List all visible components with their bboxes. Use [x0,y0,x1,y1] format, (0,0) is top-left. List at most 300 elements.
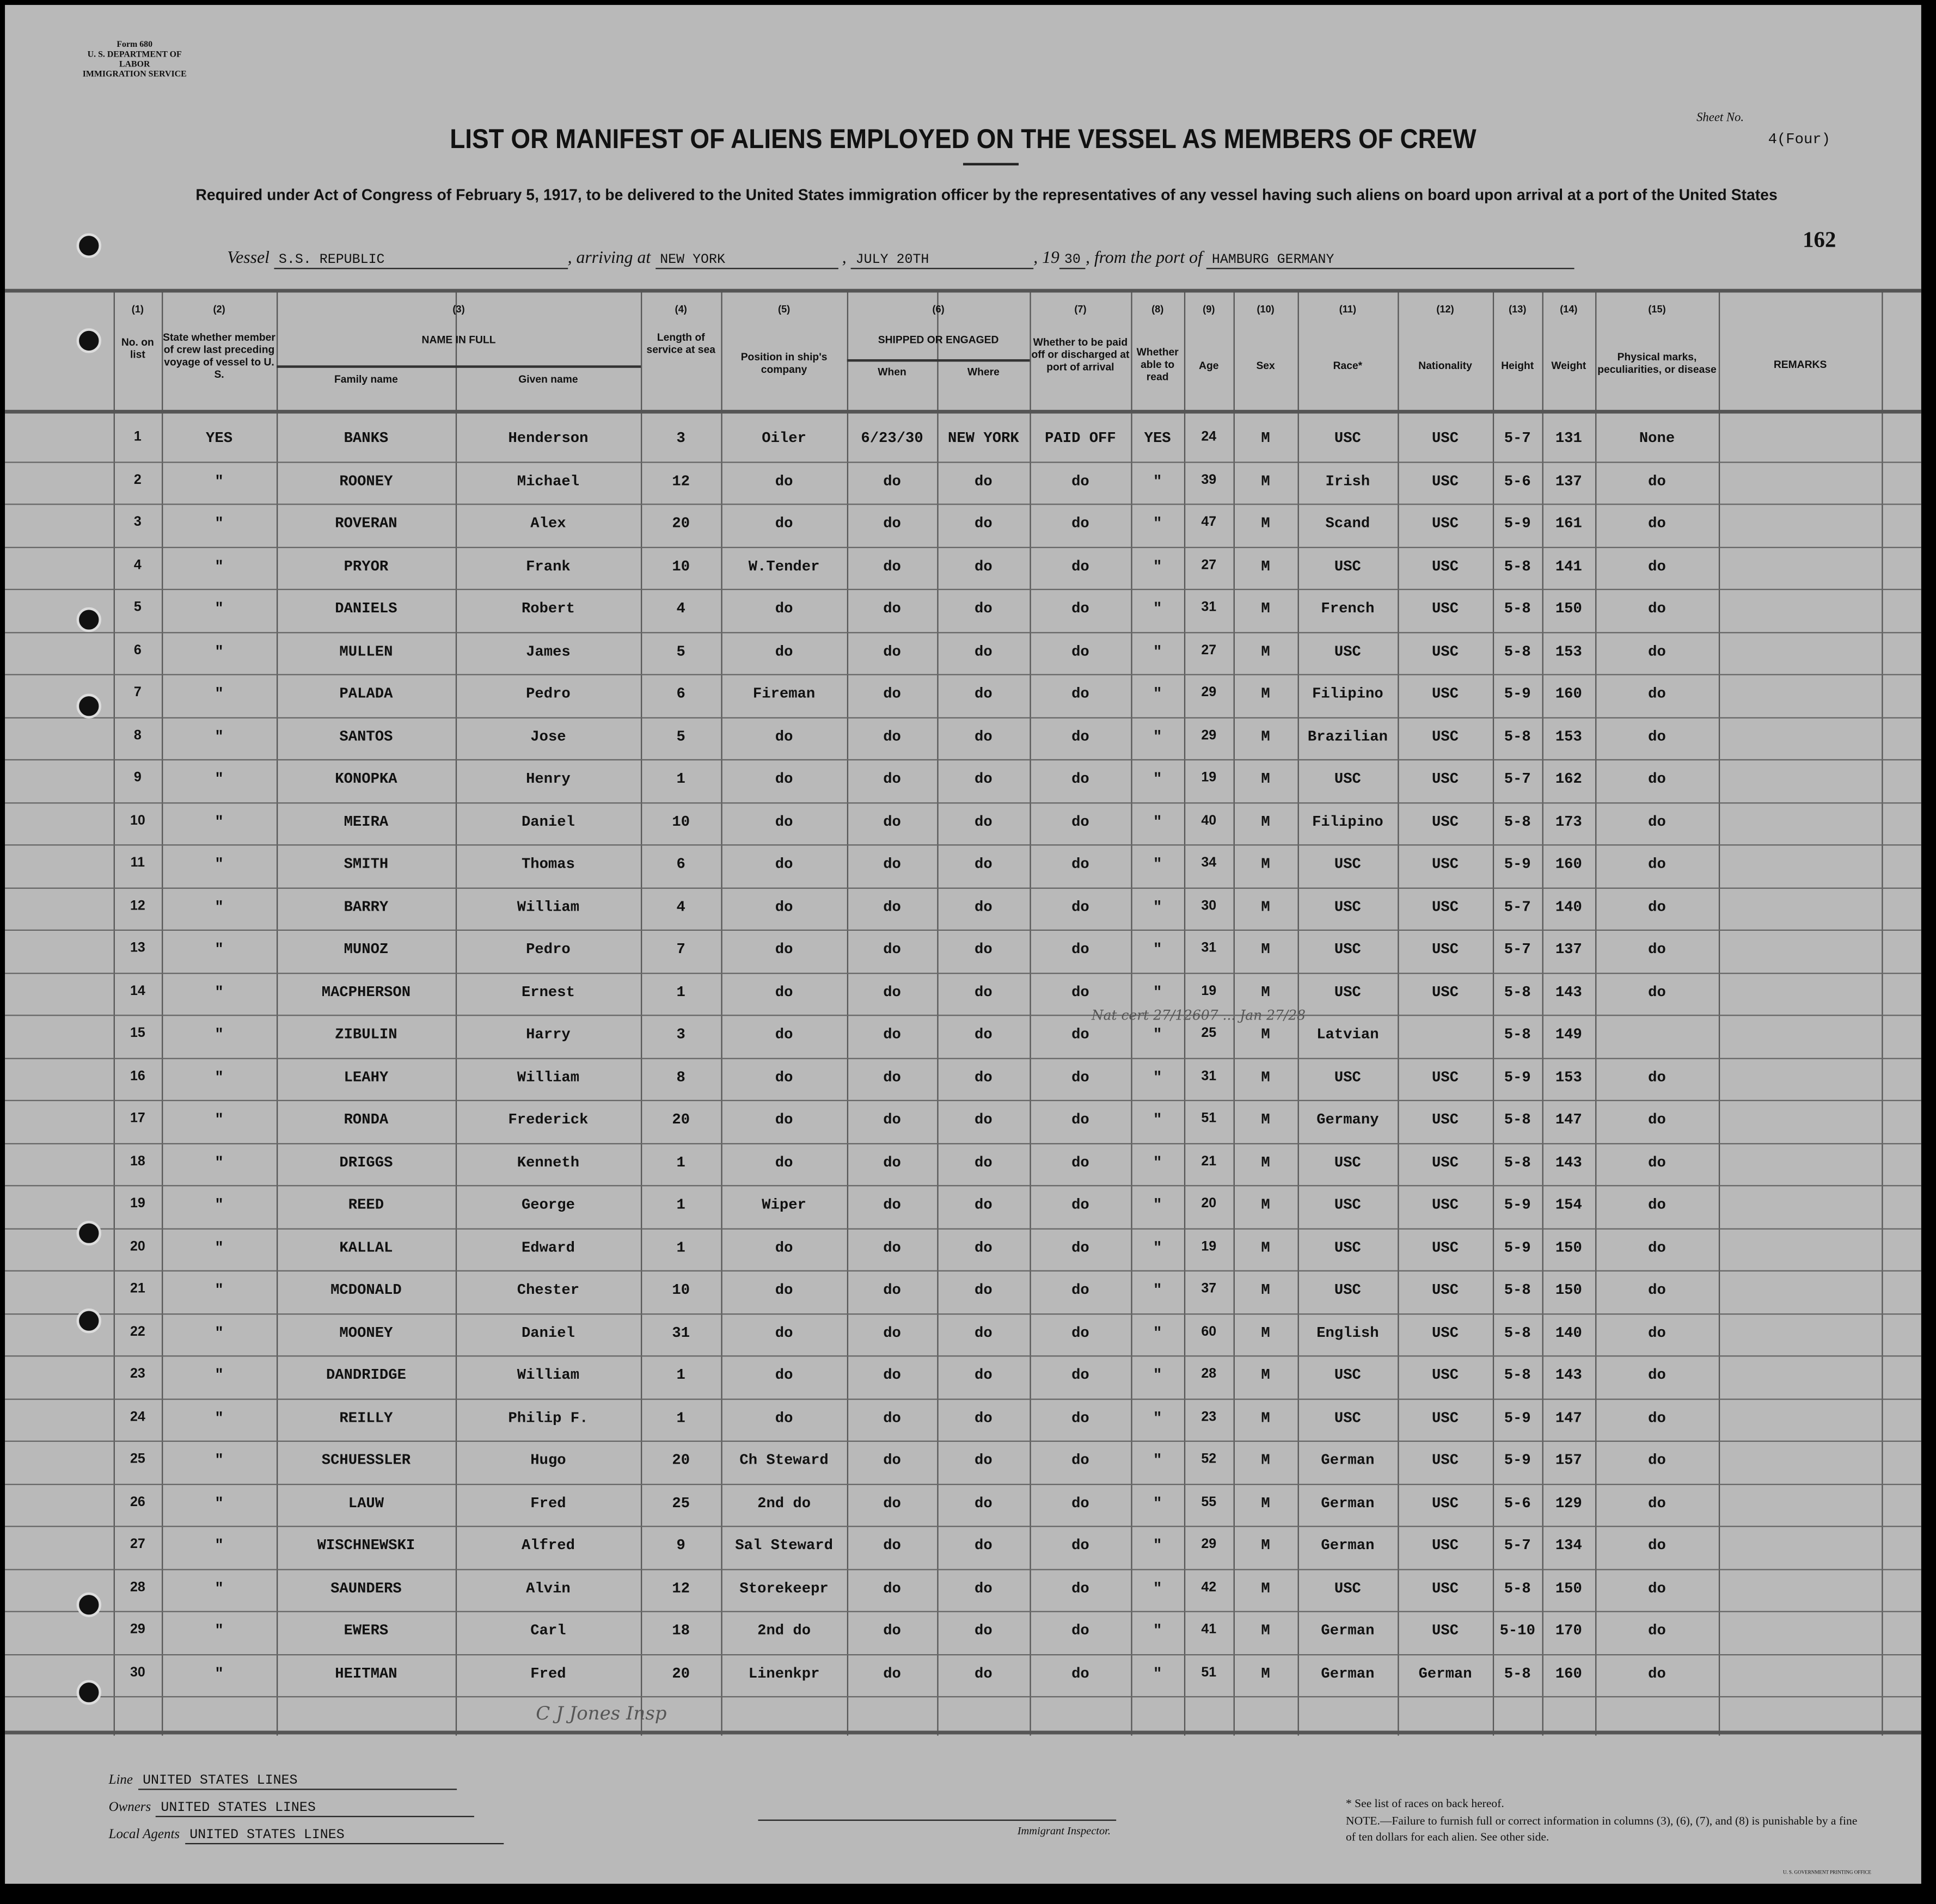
header-given-name: Given name [518,372,578,385]
height: 5-8 [1504,1665,1531,1682]
shipped-when: do [883,1537,901,1555]
sex: M [1261,557,1270,575]
row-divider [5,1441,1921,1442]
physical-marks: do [1648,1409,1666,1427]
physical-marks: do [1648,941,1666,958]
punch-hole [77,694,101,718]
sex: M [1261,1494,1270,1512]
service: IMMIGRATION SERVICE [82,69,187,79]
race: USC [1334,855,1361,873]
arrival-port: NEW YORK [655,253,838,269]
sex: M [1261,1579,1270,1597]
age: 40 [1201,813,1217,828]
column-divider [162,291,163,1735]
row-divider [5,1731,1921,1735]
header-family-name: Family name [334,372,398,385]
weight: 147 [1555,1111,1582,1128]
physical-marks: do [1648,1153,1666,1171]
shipped-when: do [883,557,901,575]
punch-hole [77,1680,101,1705]
able-to-read: " [1153,983,1162,1001]
row-divider [5,1057,1921,1058]
sex: M [1261,1111,1270,1128]
race: USC [1334,1409,1361,1427]
weight: 161 [1555,514,1582,532]
nationality: USC [1432,1281,1459,1299]
position: do [775,770,793,788]
length-of-service: 12 [672,472,690,490]
shipped-when: do [883,1281,901,1299]
race: USC [1334,941,1361,958]
previous-voyage: " [215,685,224,703]
row-divider [5,1526,1921,1527]
weight: 150 [1555,1579,1582,1597]
sex: M [1261,941,1270,958]
given-name: Henderson [508,429,589,447]
shipped-where: do [975,813,992,831]
paid-off: do [1071,1452,1089,1469]
sex: M [1261,727,1270,745]
column-divider [1398,291,1399,1735]
column-divider [721,291,722,1735]
paid-off: do [1071,642,1089,660]
age: 51 [1201,1665,1217,1680]
shipped-where: do [975,770,992,788]
shipped-where: do [975,1409,992,1427]
age: 37 [1201,1281,1217,1297]
physical-marks: do [1648,898,1666,916]
able-to-read: " [1153,642,1162,660]
physical-marks: do [1648,642,1666,660]
shipped-where: do [975,941,992,958]
physical-marks: do [1648,770,1666,788]
shipped-when: 6/23/30 [861,429,923,447]
family-name: EWERS [344,1622,389,1639]
row-number: 6 [133,642,142,658]
position: 2nd do [757,1622,811,1639]
shipped-where: do [975,1452,992,1469]
nationality: German [1418,1665,1472,1682]
family-name: REED [348,1196,384,1214]
agents-value: UNITED STATES LINES [185,1828,503,1844]
length-of-service: 3 [676,1025,685,1043]
position: do [775,898,793,916]
previous-voyage: " [215,642,224,660]
weight: 147 [1555,1409,1582,1427]
shipped-when: do [883,941,901,958]
position: Ch Steward [739,1452,829,1469]
height: 5-6 [1504,1494,1531,1512]
weight: 160 [1555,685,1582,703]
physical-marks: do [1648,685,1666,703]
length-of-service: 7 [676,941,685,958]
nationality: USC [1432,1111,1459,1128]
position: do [775,1068,793,1086]
header-name-in-full: NAME IN FULL [421,333,496,346]
position: do [775,1025,793,1043]
race: German [1321,1452,1375,1469]
family-name: LAUW [348,1494,384,1512]
weight: 140 [1555,1324,1582,1342]
paid-off: do [1071,983,1089,1001]
shipped-when: do [883,514,901,532]
row-number: 26 [130,1494,145,1509]
shipped-when: do [883,1196,901,1214]
previous-voyage: " [215,1622,224,1639]
race: English [1316,1324,1379,1342]
height: 5-9 [1504,514,1531,532]
column-divider [456,291,457,1735]
header-sex: Sex [1256,359,1275,372]
family-name: HEITMAN [335,1665,397,1682]
previous-voyage: " [215,983,224,1001]
able-to-read: " [1153,557,1162,575]
position: do [775,472,793,490]
race: USC [1334,1366,1361,1384]
row-number: 5 [133,600,142,615]
race: Filipino [1312,685,1383,703]
shipped-where: do [975,898,992,916]
height: 5-7 [1504,1537,1531,1555]
row-number: 25 [130,1452,145,1467]
footer-owners [109,1795,475,1817]
physical-marks: do [1648,557,1666,575]
shipped-where: do [975,514,992,532]
paid-off: do [1071,472,1089,490]
weight: 170 [1555,1622,1582,1639]
family-name: ROVERAN [335,514,397,532]
previous-voyage: " [215,472,224,490]
row-divider [5,1568,1921,1569]
sheet-number: 4(Four) [1768,131,1830,149]
race: USC [1334,1281,1361,1299]
shipped-when: do [883,983,901,1001]
nationality: USC [1432,813,1459,831]
race: USC [1334,898,1361,916]
header-race: Race* [1333,359,1363,372]
row15-annotation: Nat cert 27/12607 ... Jan 27/28 [1091,1007,1306,1024]
able-to-read: " [1153,1409,1162,1427]
header-length-of-service: Length of service at sea [646,330,715,356]
paid-off: do [1071,557,1089,575]
row-number: 11 [130,855,145,870]
family-name: DANIELS [335,600,397,617]
header-remarks: REMARKS [1773,358,1827,371]
column-divider [1030,291,1031,1735]
weight: 143 [1555,983,1582,1001]
shipped-where: do [975,600,992,617]
row-number: 28 [130,1579,145,1594]
height: 5-8 [1504,1366,1531,1384]
shipped-where: do [975,472,992,490]
height: 5-9 [1504,1409,1531,1427]
length-of-service: 20 [672,1452,690,1469]
row-divider [5,802,1921,803]
length-of-service: 9 [676,1537,685,1555]
able-to-read: " [1153,813,1162,831]
row-number: 4 [133,557,142,573]
paid-off: do [1071,1324,1089,1342]
arriving-label: , arriving at [567,249,651,268]
length-of-service: 3 [676,429,685,447]
previous-voyage: " [215,1068,224,1086]
sex: M [1261,1366,1270,1384]
able-to-read: " [1153,1068,1162,1086]
height: 5-8 [1504,983,1531,1001]
age: 31 [1201,1068,1217,1084]
age: 39 [1201,472,1217,487]
paid-off: PAID OFF [1045,429,1116,447]
shipped-when: do [883,472,901,490]
inspector-signature: C J Jones Insp [536,1702,667,1725]
position: do [775,1238,793,1256]
row-divider [5,1100,1921,1101]
row-divider [5,1696,1921,1697]
sex: M [1261,813,1270,831]
shipped-when: do [883,1622,901,1639]
physical-marks: do [1648,514,1666,532]
previous-voyage: " [215,855,224,873]
nationality: USC [1432,1196,1459,1214]
sex: M [1261,855,1270,873]
given-name: Fred [530,1665,566,1682]
row-divider [5,1313,1921,1314]
physical-marks: do [1648,1537,1666,1555]
age: 28 [1201,1366,1217,1381]
length-of-service: 1 [676,1366,685,1384]
physical-marks: do [1648,983,1666,1001]
weight: 149 [1555,1025,1582,1043]
paid-off: do [1071,600,1089,617]
length-of-service: 8 [676,1068,685,1086]
nationality: USC [1432,1409,1459,1427]
length-of-service: 25 [672,1494,690,1512]
row-number: 27 [130,1537,145,1552]
height: 5-7 [1504,429,1531,447]
physical-marks: do [1648,1494,1666,1512]
shipped-where: do [975,557,992,575]
nationality: USC [1432,983,1459,1001]
age: 27 [1201,557,1217,573]
nationality: USC [1432,642,1459,660]
physical-marks: do [1648,855,1666,873]
physical-marks: do [1648,1452,1666,1469]
shipped-where: do [975,1579,992,1597]
weight: 150 [1555,600,1582,617]
row-divider [5,546,1921,548]
departure-port: HAMBURG GERMANY [1207,253,1575,269]
height: 5-7 [1504,941,1531,958]
family-name: WISCHNEWSKI [317,1537,415,1555]
race: USC [1334,642,1361,660]
age: 31 [1201,600,1217,615]
able-to-read: " [1153,1537,1162,1555]
family-name: RONDA [344,1111,389,1128]
row-divider [5,631,1921,632]
age: 52 [1201,1452,1217,1467]
row-number: 1 [133,429,142,445]
weight: 134 [1555,1537,1582,1555]
physical-marks: do [1648,813,1666,831]
family-name: MUNOZ [344,941,389,958]
physical-marks: do [1648,1622,1666,1639]
age: 21 [1201,1153,1217,1169]
year-label: , 19 [1033,249,1059,268]
column-number: (1) [131,303,144,315]
physical-marks: do [1648,1281,1666,1299]
races-note: * See list of races on back hereof. [1346,1798,1504,1811]
height: 5-9 [1504,855,1531,873]
nationality: USC [1432,855,1459,873]
given-name: Edward [521,1238,575,1256]
nationality: USC [1432,1153,1459,1171]
header-physical-marks: Physical marks, peculiarities, or disease [1597,351,1717,376]
previous-voyage: " [215,1452,224,1469]
race: German [1321,1494,1375,1512]
column-number: (11) [1339,303,1357,315]
physical-marks: do [1648,1366,1666,1384]
able-to-read: " [1153,727,1162,745]
shipped-when: do [883,898,901,916]
shipped-where: do [975,1238,992,1256]
weight: 150 [1555,1281,1582,1299]
nationality: USC [1432,770,1459,788]
race: Germany [1316,1111,1379,1128]
height: 5-9 [1504,1238,1531,1256]
able-to-read: " [1153,1665,1162,1682]
shipped-where: do [975,1153,992,1171]
family-name: KONOPKA [335,770,397,788]
height: 5-9 [1504,685,1531,703]
paid-off: do [1071,855,1089,873]
header-nationality: Nationality [1418,359,1472,372]
vessel-label: Vessel [227,249,269,268]
column-number: (13) [1509,303,1527,315]
height: 5-6 [1504,472,1531,490]
column-divider [1719,291,1720,1735]
paid-off: do [1071,1111,1089,1128]
column-divider [277,291,278,1735]
position: Wiper [762,1196,806,1214]
length-of-service: 5 [676,642,685,660]
shipped-when: do [883,1665,901,1682]
row-divider [5,1355,1921,1356]
paid-off: do [1071,727,1089,745]
column-number: (7) [1074,303,1087,315]
weight: 153 [1555,727,1582,745]
paid-off: do [1071,941,1089,958]
previous-voyage: " [215,557,224,575]
punch-hole [77,234,101,258]
family-name: MOONEY [339,1324,393,1342]
previous-voyage: " [215,1665,224,1682]
nationality: USC [1432,1238,1459,1256]
family-name: PALADA [339,685,393,703]
length-of-service: 1 [676,770,685,788]
shipped-when: do [883,685,901,703]
previous-voyage: " [215,1366,224,1384]
able-to-read: " [1153,685,1162,703]
position: do [775,600,793,617]
weight: 173 [1555,813,1582,831]
sex: M [1261,770,1270,788]
weight: 160 [1555,855,1582,873]
column-divider [641,291,642,1735]
family-name: LEAHY [344,1068,389,1086]
vessel-name: S.S. REPUBLIC [274,253,568,269]
physical-marks: do [1648,727,1666,745]
from-label: , from the port of [1085,249,1203,268]
family-name: SMITH [344,855,389,873]
previous-voyage: YES [206,429,233,447]
height: 5-8 [1504,600,1531,617]
row-number: 13 [130,941,145,956]
position: do [775,855,793,873]
race: German [1321,1665,1375,1682]
height: 5-9 [1504,1196,1531,1214]
able-to-read: " [1153,1324,1162,1342]
family-name: SCHUESSLER [321,1452,411,1469]
paid-off: do [1071,514,1089,532]
voyage-line: Vessel S.S. REPUBLIC , arriving at NEW YORK , JULY 20TH , 19 30 , from the port of HAMBURG GERMANY [227,249,1574,269]
footer-agents [109,1822,504,1844]
height: 5-8 [1504,1281,1531,1299]
shipped-where: do [975,685,992,703]
nationality: USC [1432,472,1459,490]
sex: M [1261,429,1270,447]
position: do [775,1153,793,1171]
nationality: USC [1432,1366,1459,1384]
length-of-service: 1 [676,1196,685,1214]
race: Brazilian [1307,727,1388,745]
race: German [1321,1622,1375,1639]
row-number: 14 [130,983,145,998]
row-number: 21 [130,1281,145,1297]
column-number: (12) [1436,303,1454,315]
shipped-where: NEW YORK [948,429,1019,447]
shipped-where: do [975,1494,992,1512]
length-of-service: 1 [676,1409,685,1427]
column-divider [937,291,938,1735]
header-age: Age [1199,359,1219,372]
form-number: Form 680 [117,39,153,50]
shipped-when: do [883,770,901,788]
sex: M [1261,1537,1270,1555]
length-of-service: 20 [672,514,690,532]
able-to-read: " [1153,1494,1162,1512]
shipped-when: do [883,1111,901,1128]
physical-marks: do [1648,600,1666,617]
column-number: (8) [1151,303,1164,315]
row-number: 17 [130,1111,145,1126]
sex: M [1261,514,1270,532]
given-name: Daniel [521,813,575,831]
given-name: Alex [530,514,566,532]
weight: 131 [1555,429,1582,447]
shipped-when: do [883,1068,901,1086]
given-name: Chester [517,1281,580,1299]
row-number: 9 [133,770,142,785]
shipped-when: do [883,1409,901,1427]
owners-value: UNITED STATES LINES [156,1801,474,1817]
shipped-when: do [883,1366,901,1384]
able-to-read: " [1153,1196,1162,1214]
column-number: (9) [1203,303,1215,315]
shipped-when: do [883,1153,901,1171]
header-no-on-list: No. on list [121,335,154,361]
weight: 140 [1555,898,1582,916]
age: 19 [1201,1238,1217,1254]
